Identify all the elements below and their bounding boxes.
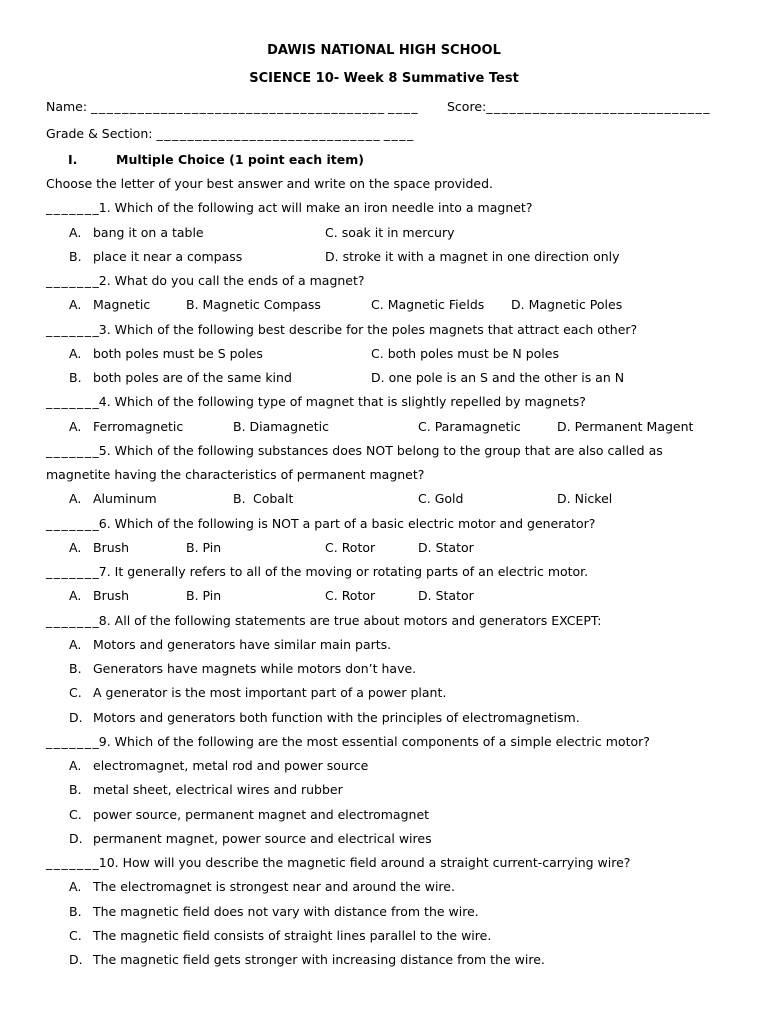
option-text: Nickel — [574, 491, 613, 507]
option-d — [418, 536, 474, 560]
option-text: Magnetic Poles — [528, 297, 623, 313]
question-text: All of the following statements are true about motors and generators EXCEPT: — [114, 612, 602, 628]
option-letter: C. — [325, 224, 338, 240]
question-number: 6. — [98, 515, 111, 531]
option-b — [69, 778, 343, 802]
question-3-options-row-2 — [0, 366, 768, 390]
part-numeral: I. — [68, 152, 78, 167]
option-text: Diamagnetic — [249, 418, 329, 434]
question-stem — [46, 851, 630, 875]
question-1 — [0, 196, 768, 220]
name-label: Name: — [46, 99, 88, 114]
option-letter: B. — [69, 248, 82, 264]
option-text: electromagnet, metal rod and power source — [93, 758, 369, 773]
option-c — [69, 681, 446, 705]
question-1-options-row-2 — [0, 245, 768, 269]
question-4-options — [0, 415, 768, 439]
test-title: SCIENCE 10- Week 8 Summative Test — [249, 71, 519, 86]
option-text: power source, permanent magnet and electromagnet — [93, 806, 430, 822]
option-text: both poles are of the same kind — [93, 370, 292, 385]
answer-blank: _______ — [46, 321, 101, 337]
option-c — [371, 342, 559, 366]
question-9-option-a — [0, 754, 768, 778]
option-text: Stator — [435, 588, 474, 604]
option-b — [186, 536, 221, 560]
answer-blank: _______ — [46, 612, 101, 628]
option-letter: C. — [325, 539, 338, 555]
question-stem — [46, 560, 588, 584]
option-c — [69, 803, 429, 827]
option-letter: A. — [69, 758, 82, 773]
grade-section-blank-extra: ____ — [383, 126, 415, 141]
option-text: Brush — [93, 539, 130, 555]
option-d — [511, 293, 622, 317]
question-5-continued — [0, 463, 768, 487]
option-a — [69, 415, 183, 439]
option-letter: B. — [69, 782, 82, 798]
option-text: Permanent Magent — [574, 418, 694, 434]
question-stem — [46, 609, 601, 633]
name-score-row — [0, 93, 768, 120]
option-letter: D. — [418, 539, 432, 555]
option-d — [557, 487, 612, 511]
score-blank: _____________________________ — [486, 99, 711, 114]
question-stem — [46, 512, 595, 536]
question-number: 9. — [98, 733, 111, 749]
question-number: 2. — [98, 273, 111, 288]
option-text: Pin — [202, 539, 222, 555]
option-c — [418, 415, 521, 439]
option-letter: C. — [325, 588, 338, 604]
option-letter: C. — [371, 345, 384, 361]
option-letter: A. — [69, 636, 82, 652]
option-b — [186, 293, 321, 317]
question-3-options-row-1 — [0, 342, 768, 366]
option-letter: A. — [69, 224, 82, 240]
question-10 — [0, 851, 768, 875]
question-7-options — [0, 584, 768, 608]
option-letter: D. — [69, 952, 83, 967]
instructions: Choose the letter of your best answer and write on the space provided. — [46, 176, 494, 191]
name-blank: ______________________________________ — [91, 99, 386, 114]
option-letter: B. — [69, 370, 82, 385]
question-stem — [46, 390, 586, 414]
option-b — [69, 366, 292, 390]
question-10-option-a — [0, 875, 768, 899]
option-letter: C. — [371, 297, 384, 313]
option-d — [325, 245, 620, 269]
question-stem — [46, 439, 663, 463]
option-c — [325, 584, 375, 608]
option-letter: C. — [418, 491, 431, 507]
option-letter: D. — [557, 418, 571, 434]
question-5 — [0, 439, 768, 463]
option-a — [69, 584, 129, 608]
option-text: Brush — [93, 588, 130, 604]
question-number: 8. — [98, 612, 111, 628]
question-4 — [0, 390, 768, 414]
option-a — [69, 342, 263, 366]
option-letter: A. — [69, 345, 82, 361]
option-text: Rotor — [341, 539, 376, 555]
option-text: Cobalt — [253, 491, 294, 507]
question-text: Which of the following is NOT a part of a basic electric motor and generator? — [114, 515, 596, 531]
option-c — [418, 487, 463, 511]
option-c — [325, 536, 375, 560]
question-stem — [46, 318, 637, 342]
answer-blank: _______ — [46, 515, 101, 531]
question-7 — [0, 560, 768, 584]
option-letter: C. — [69, 927, 82, 943]
answer-blank: _______ — [46, 855, 101, 870]
question-stem — [46, 269, 365, 293]
name-blank-extra: ____ — [388, 99, 420, 114]
question-1-options-row-1 — [0, 221, 768, 245]
question-10-option-c — [0, 924, 768, 948]
question-text: Which of the following type of magnet that is slightly repelled by magnets? — [114, 394, 586, 410]
option-text: Motors and generators have similar main parts. — [93, 636, 392, 652]
option-text: Motors and generators both function with the principles of electromagnetism. — [93, 709, 580, 725]
option-d — [557, 415, 693, 439]
option-text: Magnetic Fields — [387, 297, 485, 313]
answer-blank: _______ — [46, 273, 101, 288]
option-d — [371, 366, 624, 390]
question-3 — [0, 318, 768, 342]
question-number: 3. — [98, 321, 111, 337]
option-c — [69, 924, 491, 948]
school-name: DAWIS NATIONAL HIGH SCHOOL — [267, 43, 501, 58]
question-10-option-b — [0, 900, 768, 924]
question-6 — [0, 512, 768, 536]
option-text: The magnetic field does not vary with distance from the wire. — [93, 903, 479, 919]
question-5-options — [0, 487, 768, 511]
question-8-option-b — [0, 657, 768, 681]
option-a — [69, 754, 368, 778]
answer-blank: _______ — [46, 200, 101, 216]
option-a — [69, 487, 157, 511]
grade-section-blank: _____________________________ — [156, 126, 382, 141]
option-c — [371, 293, 484, 317]
option-letter: D. — [511, 297, 525, 313]
option-text: metal sheet, electrical wires and rubber — [93, 782, 343, 798]
option-d — [418, 584, 474, 608]
option-b — [69, 245, 242, 269]
option-text: both poles must be N poles — [387, 345, 559, 361]
option-text: Gold — [434, 491, 464, 507]
option-letter: B. — [186, 539, 199, 555]
question-text: What do you call the ends of a magnet? — [114, 273, 365, 288]
part-heading — [0, 147, 768, 172]
question-number: 5. — [98, 442, 111, 458]
option-a — [69, 536, 129, 560]
option-letter: C. — [418, 418, 431, 434]
grade-section-field — [46, 120, 413, 147]
option-letter: D. — [69, 830, 83, 846]
question-2-options — [0, 293, 768, 317]
question-number: 1. — [98, 200, 111, 216]
instructions-line — [0, 172, 768, 196]
option-text: The electromagnet is strongest near and around the wire. — [93, 879, 455, 895]
option-text: Pin — [202, 588, 222, 604]
grade-section-row — [0, 120, 768, 147]
option-letter: A. — [69, 588, 82, 604]
answer-blank: _______ — [46, 733, 101, 749]
question-2 — [0, 269, 768, 293]
option-letter: B. — [69, 903, 82, 919]
option-letter: A. — [69, 491, 82, 507]
option-a — [69, 633, 391, 657]
question-10-option-d — [0, 948, 768, 972]
question-8-option-a — [0, 633, 768, 657]
option-text: The magnetic field consists of straight lines parallel to the wire. — [93, 927, 492, 943]
option-d — [69, 948, 545, 972]
question-number: 10. — [98, 855, 119, 870]
option-text: Aluminum — [93, 491, 157, 507]
option-letter: C. — [69, 806, 82, 822]
option-letter: B. — [69, 661, 82, 676]
option-text: Generators have magnets while motors don’t have. — [93, 661, 417, 676]
option-text: stroke it with a magnet in one direction only — [342, 248, 620, 264]
option-text: A generator is the most important part of a power plant. — [93, 685, 447, 701]
option-letter: A. — [69, 418, 82, 434]
question-9-option-d — [0, 827, 768, 851]
option-b — [233, 487, 293, 511]
option-text: bang it on a table — [93, 224, 204, 240]
option-b — [233, 415, 329, 439]
option-text: Magnetic Compass — [202, 297, 321, 313]
question-text: Which of the following best describe for the poles magnets that attract each other? — [114, 321, 638, 337]
option-d — [69, 827, 432, 851]
option-letter: B. — [233, 491, 246, 507]
question-stem — [46, 730, 650, 754]
option-letter: D. — [69, 709, 83, 725]
option-text: place it near a compass — [93, 248, 243, 264]
option-text: Ferromagnetic — [93, 418, 184, 434]
part-title: Multiple Choice (1 point each item) — [116, 152, 364, 167]
option-a — [69, 293, 150, 317]
option-text: Stator — [435, 539, 474, 555]
option-letter: D. — [418, 588, 432, 604]
option-text: Magnetic — [93, 297, 151, 313]
question-text: It generally refers to all of the moving or rotating parts of an electric motor. — [114, 564, 589, 579]
answer-blank: _______ — [46, 394, 101, 410]
question-8-option-c — [0, 681, 768, 705]
option-text: soak it in mercury — [341, 224, 455, 240]
option-letter: D. — [325, 248, 339, 264]
question-text: Which of the following are the most essential components of a simple electric motor? — [114, 733, 650, 749]
option-a — [69, 875, 455, 899]
question-text: Which of the following substances does NOT belong to the group that are also called as — [114, 442, 663, 458]
option-b — [69, 900, 479, 924]
question-9 — [0, 730, 768, 754]
question-text-continued: magnetite having the characteristics of permanent magnet? — [46, 467, 425, 482]
option-d — [69, 706, 580, 730]
option-letter: D. — [557, 491, 571, 507]
option-letter: B. — [233, 418, 246, 434]
option-letter: A. — [69, 539, 82, 555]
grade-section-label: Grade & Section: — [46, 126, 153, 141]
option-text: The magnetic field gets stronger with increasing distance from the wire. — [93, 952, 545, 967]
option-letter: B. — [186, 297, 199, 313]
option-letter: A. — [69, 879, 82, 895]
option-letter: B. — [186, 588, 199, 604]
option-text: Paramagnetic — [434, 418, 521, 434]
question-9-option-b — [0, 778, 768, 802]
answer-blank: _______ — [46, 442, 101, 458]
option-letter: A. — [69, 297, 82, 313]
score-label: Score: — [447, 99, 487, 114]
question-stem — [46, 196, 532, 220]
question-text: Which of the following act will make an iron needle into a magnet? — [114, 200, 533, 216]
answer-blank: _______ — [46, 564, 101, 579]
option-a — [69, 221, 204, 245]
option-c — [325, 221, 455, 245]
option-letter: D. — [371, 370, 385, 385]
score-field — [447, 93, 709, 120]
option-text: Rotor — [341, 588, 376, 604]
option-text: permanent magnet, power source and electrical wires — [93, 830, 432, 846]
option-b — [186, 584, 221, 608]
name-field — [46, 93, 418, 120]
question-text: How will you describe the magnetic field around a straight current-carrying wire? — [122, 855, 631, 870]
question-8-option-d — [0, 706, 768, 730]
question-number: 4. — [98, 394, 111, 410]
question-list — [0, 172, 768, 972]
question-8 — [0, 609, 768, 633]
option-text: both poles must be S poles — [93, 345, 263, 361]
option-letter: C. — [69, 685, 82, 701]
option-b — [69, 657, 416, 681]
question-6-options — [0, 536, 768, 560]
question-number: 7. — [98, 564, 111, 579]
option-text: one pole is an S and the other is an N — [388, 370, 625, 385]
question-9-option-c — [0, 803, 768, 827]
